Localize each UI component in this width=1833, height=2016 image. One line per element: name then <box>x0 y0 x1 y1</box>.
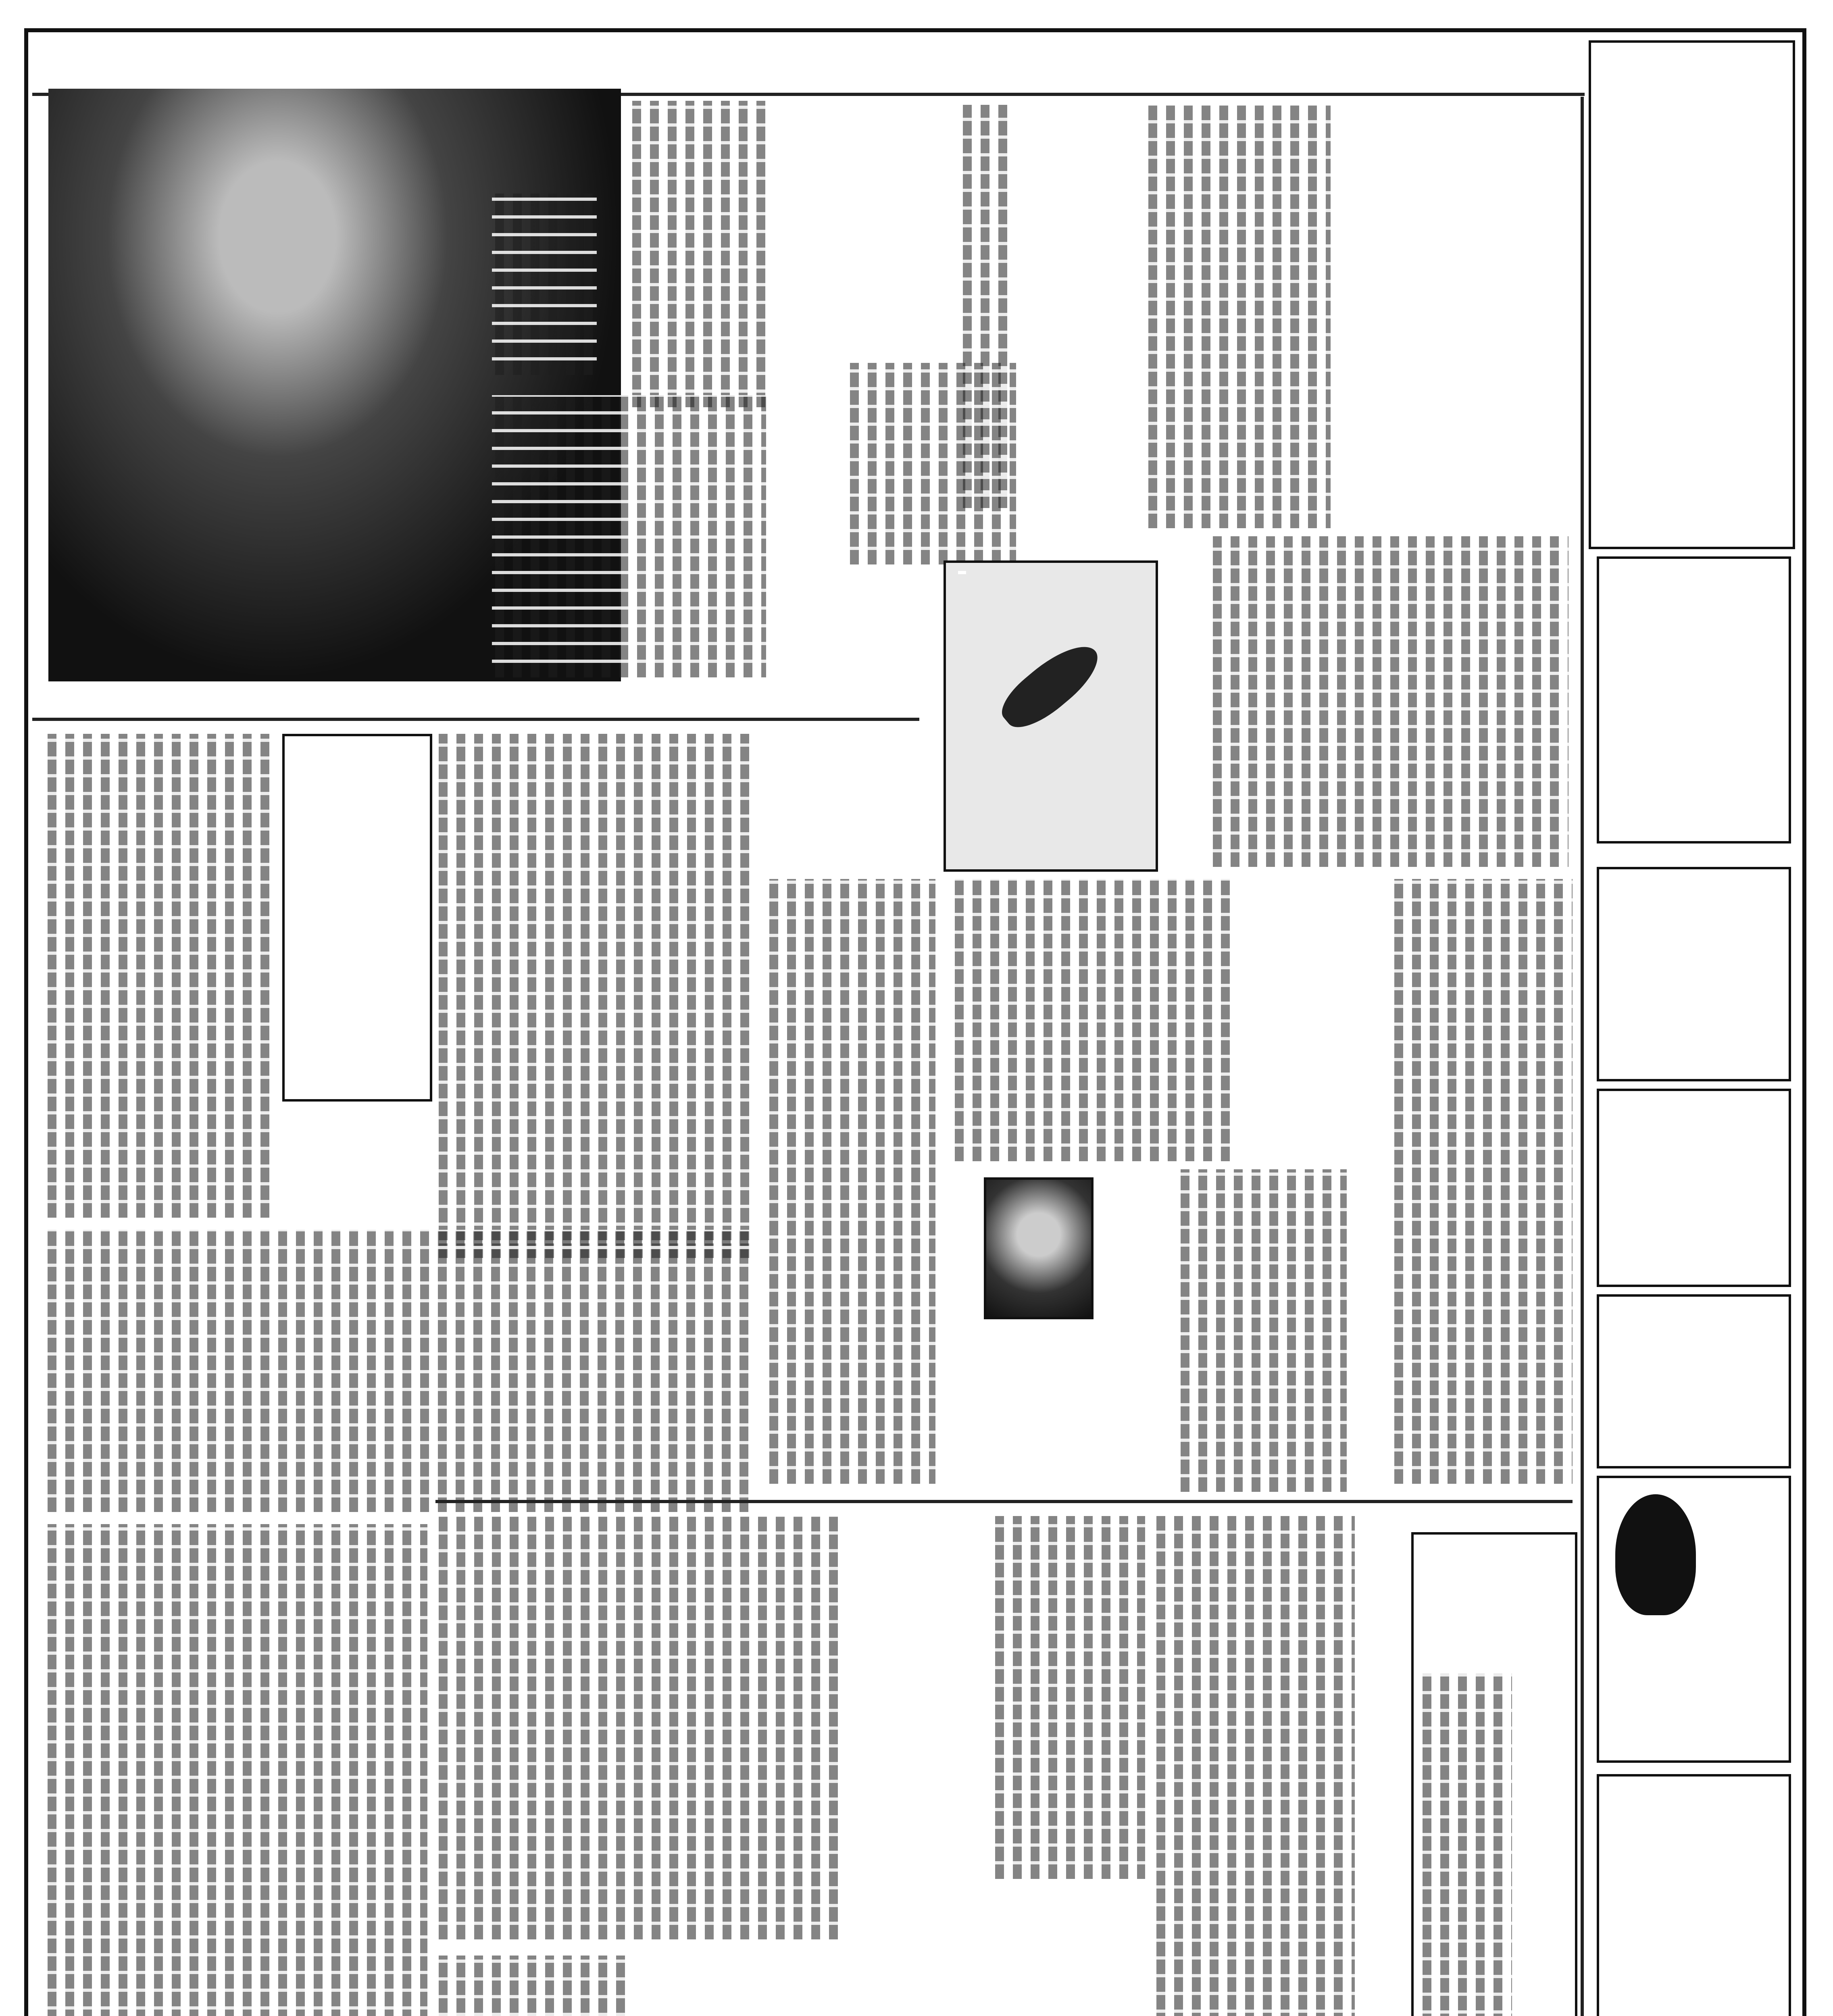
article-15-text <box>1153 1516 1355 2016</box>
article-misc-1 <box>629 101 774 407</box>
article-1-text-cont <box>1210 536 1568 867</box>
ad-meilong <box>1597 556 1791 843</box>
ad-world-books <box>1597 1294 1791 1468</box>
article-1-text <box>1145 105 1331 528</box>
header-strip <box>32 32 1564 93</box>
ad-figure-icon <box>1615 1494 1696 1615</box>
portrait-photo <box>984 1177 1094 1319</box>
ad-illustration <box>1597 1476 1791 1763</box>
article-6-text <box>766 879 935 1484</box>
article-9-text <box>435 1956 629 2016</box>
article-5-text <box>1177 1169 1347 1492</box>
row-rule-2 <box>435 1500 1573 1503</box>
article-misc-2 <box>492 395 766 677</box>
article-7-text-c <box>44 1230 750 1512</box>
article-8-text <box>992 1516 1145 1879</box>
editorial-text <box>1419 1673 1512 2016</box>
article-4-text-b <box>952 879 1234 1161</box>
article-4-text <box>1391 879 1573 1484</box>
article-7-text <box>44 734 274 1218</box>
map-island-icon <box>993 633 1108 739</box>
row-rule-1 <box>32 718 919 721</box>
article-13-text <box>492 194 597 375</box>
headline-7-box <box>282 734 432 1102</box>
okinawa-map <box>944 560 1158 872</box>
ad-jingan <box>1597 1089 1791 1287</box>
article-left-bottom <box>44 1524 427 2016</box>
masthead-box <box>1589 40 1795 549</box>
article-2-text-b <box>847 363 1016 564</box>
map-label <box>958 571 966 574</box>
ad-lianjiabu <box>1597 867 1791 1081</box>
article-8-text-b <box>435 1516 839 1939</box>
col-rule-main <box>1581 97 1584 2016</box>
article-7-text-b <box>435 734 750 1258</box>
ad-dahua <box>1597 1774 1791 2016</box>
